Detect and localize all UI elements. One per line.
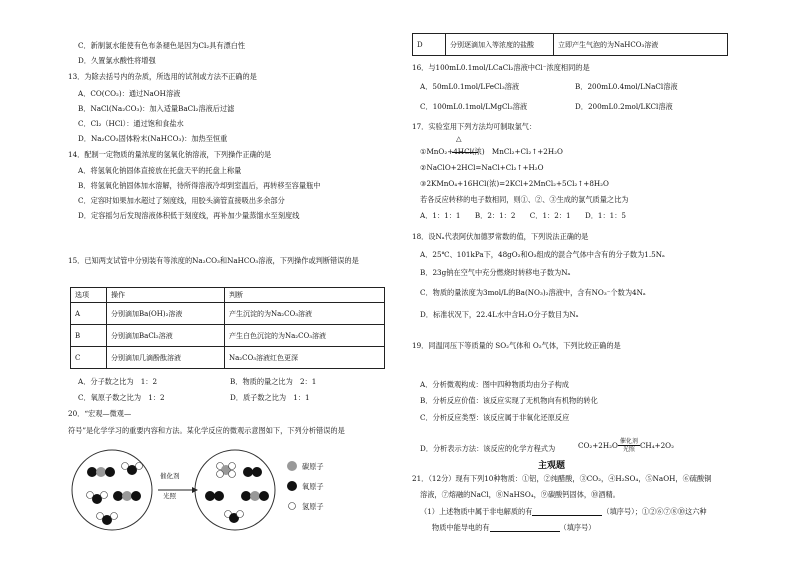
q14-option-a: A．将氢氧化钠固体直接放在托盘天平的托盘上称量 — [78, 166, 242, 175]
table-cell: 产生白色沉淀的为Na₂CO₃溶液 — [225, 325, 385, 347]
q21-line1: 21．（12分）现有下列10种物质：①铝，②纯醋酸，③CO₂，④H₂SO₄，⑤NaOH，⑥硫酸铜 — [412, 474, 712, 483]
q12-option-c: C．新制氯水能使有色布条褪色是因为Cl₂具有漂白性 — [78, 41, 246, 50]
q19-option-d-ratio: D．质子数之比为 1：1 — [230, 393, 310, 402]
table-cell: 分别逐滴加入等浓度的盐酸 — [446, 34, 554, 56]
q20-equation — [578, 438, 674, 453]
q14-option-d: D．定容摇匀后发现溶液体积低于刻度线，再补加少量蒸馏水至刻度线 — [78, 211, 300, 220]
product-molecules — [205, 463, 269, 524]
reactant-molecules — [87, 463, 143, 526]
q13-stem: 13．为除去括号内的杂质，所选用的试剂或方法不正确的是 — [68, 72, 257, 81]
equation-arrow — [452, 152, 478, 153]
legend-hydrogen: 氢原子 — [302, 502, 324, 511]
q20-line1: 20．“宏观—微观— — [68, 409, 132, 418]
equation-products: CH₄+2O₂ — [639, 441, 674, 450]
q20-option-a: A．分析微观构成：图中四种物质均由分子构成 — [420, 380, 569, 389]
q12-option-d: D．久置氯水酸性将增强 — [78, 56, 156, 65]
q17-equation-2: ②NaClO+2HCl=NaCl+Cl₂↑+H₂O — [420, 163, 544, 172]
q16-b-label: B． — [575, 82, 588, 91]
carbon-legend-icon — [287, 461, 297, 471]
q17-options: A．1：1：1 B．2：1：2 C．1：2：1 D．1：1：5 — [420, 211, 626, 220]
q17-equation-3: ③2KMnO₄+16HCl(浓)=2KCl+2MnCl₂+5Cl₂↑+8H₂O — [420, 179, 609, 188]
answer-blank-2[interactable] — [490, 524, 560, 532]
q14-stem: 14．配制一定物质的量浓度的氢氧化钠溶液，下列操作正确的是 — [68, 150, 272, 159]
q16-d-label: D． — [575, 102, 588, 111]
heat-symbol: △ — [456, 134, 462, 143]
equation-condition — [618, 438, 640, 453]
q16-b-value: 200mL0.4mol/LNaCl — [587, 82, 664, 91]
table-header-cell: 操作 — [107, 288, 225, 303]
condition-light: 光照 — [622, 446, 635, 453]
reaction-diagram-svg — [70, 440, 390, 540]
q20-option-d: D．分析表示方法：该反应的化学方程式为 — [420, 444, 556, 453]
q21-sub1-line2-pre: 物质中能导电的有 — [432, 523, 490, 532]
q13-option-a: A．CO(CO₂)：通过NaOH溶液 — [78, 89, 181, 98]
q19-option-b-ratio: B．物质的量之比为 2：1 — [230, 377, 317, 386]
q17-stem: 17．实验室用下列方法均可制取氯气： — [412, 122, 537, 131]
q16-a-value: 50mL0.1mol/LFeCl₃ — [432, 82, 505, 91]
reaction-diagram — [70, 440, 390, 540]
table-cell: 分别滴加BaCl₂溶液 — [107, 325, 225, 347]
hydrogen-legend-icon — [289, 503, 296, 510]
q15-table-continued — [412, 33, 728, 56]
q13-option-d: D．Na₂CO₃固体粉末(NaHCO₃)：加热至恒重 — [78, 134, 228, 143]
table-row — [71, 325, 385, 347]
q21-sub1-mid: （填序号）；①②⑥⑦⑧⑩这六种 — [602, 507, 707, 516]
q15-table — [70, 287, 385, 369]
q18-option-d: D．标准状况下，22.4L水中含H₂O分子数目为Nₐ — [420, 310, 579, 319]
table-cell: A — [71, 303, 107, 325]
table-row — [413, 34, 728, 56]
q20-option-b: B．分析反应价值：该反应实现了无机物向有机物的转化 — [420, 396, 598, 405]
q18-option-c: C．物质的量浓度为3mol/L的Ba(NO₃)₂溶液中，含有NO₃⁻个数为4Nₐ — [420, 288, 646, 297]
q13-option-c: C．Cl₂（HCl）：通过饱和食盐水 — [78, 119, 184, 128]
light-label: 光照 — [163, 492, 176, 500]
table-header-row — [71, 288, 385, 303]
table-cell: 产生沉淀的为Na₂CO₃溶液 — [225, 303, 385, 325]
q18-option-a: A．25℃、101kPa下，48gO₂和O₃组成的混合气体中含有的分子数为1.5Nₐ — [420, 250, 665, 259]
q21-sub1 — [420, 507, 707, 516]
oxygen-legend-icon — [287, 481, 297, 491]
table-header-cell: 判断 — [225, 288, 385, 303]
q18-stem: 18．设Nₐ代表阿伏加德罗常数的值，下列说法正确的是 — [412, 232, 589, 241]
table-cell: Na₂CO₃溶液红色更深 — [225, 347, 385, 369]
q16-option-c — [420, 102, 527, 111]
table-cell: D — [413, 34, 446, 56]
q21-sub1-line2-post: （填序号） — [559, 523, 596, 532]
q19-stem: 19．同温同压下等质量的 SO₂气体和 O₂气体，下列比较正确的是 — [412, 341, 621, 350]
q14-option-c: C．定容时如果加水超过了刻度线，用胶头滴管直接吸出多余部分 — [78, 196, 285, 205]
condition-catalyst: 催化剂 — [619, 438, 638, 445]
q21-sub1-pre: （1）上述物质中属于非电解质的有 — [420, 507, 533, 516]
q16-option-d — [575, 102, 673, 111]
q21-line2: 溶液，⑦熔融的NaCl，⑧NaHSO₄，⑨碳酸钙固体，⑩酒精。 — [420, 490, 620, 499]
q14-option-b: B．将氢氧化钠固体加水溶解，待所得溶液冷却到室温后，再转移至容量瓶中 — [78, 181, 321, 190]
legend-carbon: 碳原子 — [302, 462, 324, 471]
q19-option-a-ratio: A．分子数之比为 1：2 — [78, 377, 158, 386]
table-header-cell: 选项 — [71, 288, 107, 303]
q19-option-c-ratio: C．氧原子数之比为 1：2 — [78, 393, 165, 402]
q20-option-c: C．分析反应类型：该反应属于非氧化还原反应 — [420, 413, 570, 422]
table-cell: 立即产生气泡的为NaHCO₃溶液 — [554, 34, 728, 56]
q17-equation-1: ①MnO₂+4HCl(浓) MnCl₂+Cl₂↑+2H₂O — [420, 147, 563, 156]
q16-b-suffix: 溶液 — [663, 82, 678, 91]
q16-c-label: C． — [420, 102, 433, 111]
q15-stem: 15．已知两支试管中分别装有等浓度的Na₂CO₃和NaHCO₃溶液，下列操作或判断错误的是 — [68, 256, 359, 265]
equation-reactants: CO₂+2H₂O — [578, 441, 618, 450]
q17-question: 若各反应转移的电子数相同，则①、②、③生成的氯气质量之比为 — [420, 195, 629, 204]
q16-d-value: 200mL0.2mol/LKCl — [587, 102, 659, 111]
q16-a-suffix: 溶液 — [504, 82, 520, 91]
q16-stem-value: 100mL0.1mol/LCaCl₂ — [435, 63, 514, 72]
table-cell: 分别滴加几滴酚酞溶液 — [107, 347, 225, 369]
catalyst-label: 催化剂 — [160, 472, 180, 480]
table-cell: B — [71, 325, 107, 347]
q16-option-b — [575, 82, 678, 91]
q16-a-label: A． — [420, 82, 433, 91]
table-row — [71, 347, 385, 369]
answer-blank-1[interactable] — [532, 508, 602, 516]
q16-c-suffix: 溶液 — [512, 102, 528, 111]
table-row — [71, 303, 385, 325]
legend-oxygen: 氧原子 — [302, 482, 324, 491]
q13-option-b: B．NaCl(Na₂CO₃)：加入适量BaCl₂溶液后过滤 — [78, 104, 235, 113]
q18-option-b: B．23g钠在空气中充分燃烧时转移电子数为Nₐ — [420, 268, 571, 277]
q16-stem-post: 溶液中Cl⁻浓度相同的是 — [513, 63, 590, 72]
table-cell: 分别滴加Ba(OH)₂溶液 — [107, 303, 225, 325]
table-cell: C — [71, 347, 107, 369]
q16-option-a — [420, 82, 519, 91]
q16-stem-pre: 16．与 — [412, 63, 436, 72]
q16-d-suffix: 溶液 — [658, 102, 673, 111]
q16-stem — [412, 63, 590, 72]
q16-c-value: 100mL0.1mol/LMgCl₂ — [432, 102, 513, 111]
q20-line2: 符号”是化学学习的重要内容和方法。某化学反应的微观示意图如下，下列分析错误的是 — [68, 426, 345, 435]
section-title: 主观题 — [538, 461, 566, 471]
q21-sub1-line2 — [432, 523, 595, 532]
